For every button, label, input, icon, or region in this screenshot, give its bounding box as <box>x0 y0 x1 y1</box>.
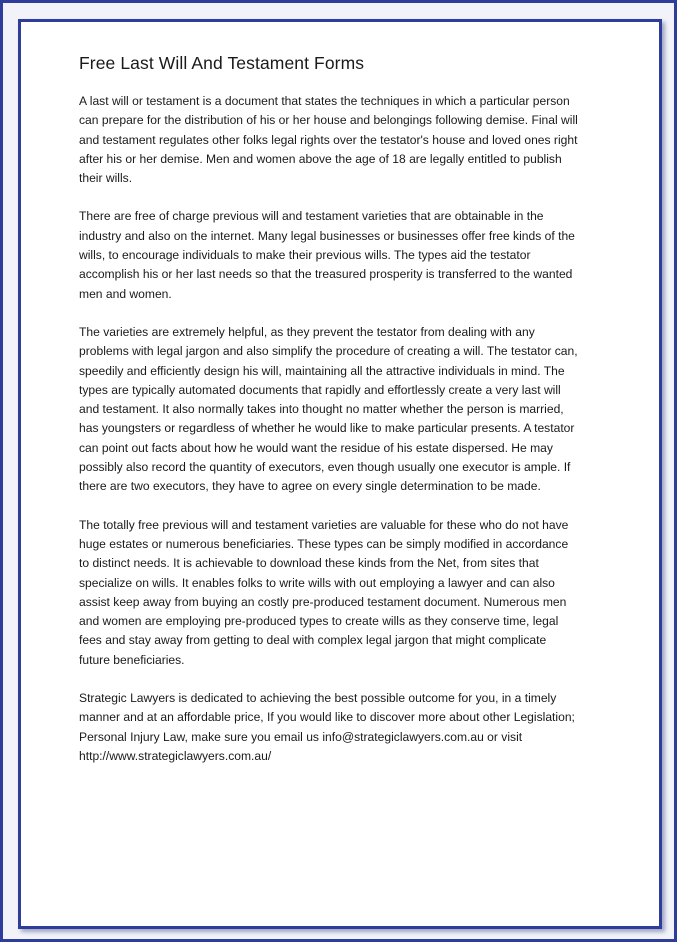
paragraph-1: A last will or testament is a document that states the techniques in which a particular person can prepare for the distribution of his or her house and belongings following demise. Final will and testament regulates other folks legal rights over the testator's house and loved ones right after his or her demise. Men and women above the age of 18 are legally entitled to publish their wills. <box>79 94 578 186</box>
paragraph-3: The varieties are extremely helpful, as they prevent the testator from dealing with any problems with legal jargon and also simplify the procedure of creating a will. The testator can, speedily and efficiently design his will, maintaining all the attractive individuals in mind. The types are typically automated documents that rapidly and effortlessly create a very last will and testament. It also normally takes into thought no matter whether the person is married, has youngsters or regardless of whether he would like to make particular presents. A testator can point out facts about how he would want the residue of his estate dispersed. He may possibly also record the quantity of executors, even though usually one executor is ample. If there are two executors, they have to agree on every single determination to be made. <box>79 324 578 494</box>
paragraph-2: There are free of charge previous will and testament varieties that are obtainable in the industry and also on the internet. Many legal businesses or businesses offer free kinds of the wills, to encourage individuals to make their previous wills. The types aid the testator accomplish his or her last needs so that the treasured prosperity is transferred to the wanted men and women. <box>79 209 575 301</box>
paragraph-5-contact: Strategic Lawyers is dedicated to achieving the best possible outcome for you, in a timely manner and at an affordable price, If you would like to discover more about other Legislation; Personal Injury Law, make sure you email us info@strategiclawyers.com.au or visit http://www.strategiclawyers.com.au/ <box>79 691 575 763</box>
document-title: Free Last Will And Testament Forms <box>79 53 365 73</box>
paragraph-4: The totally free previous will and testament varieties are valuable for these who do not have huge estates or numerous beneficiaries. These types can be simply modified in accordance to distinct needs. It is achievable to download these kinds from the Net, from sites that specialize on wills. It enables folks to write wills with out employing a lawyer and can also assist keep away from buying an costly pre-produced testament document. Numerous men and women are employing pre-produced types to create wills as they conserve time, legal fees and stay away from getting to deal with complex legal jargon that might complicate future beneficiaries. <box>79 517 569 667</box>
document-page <box>18 19 662 929</box>
document-content <box>79 52 627 785</box>
